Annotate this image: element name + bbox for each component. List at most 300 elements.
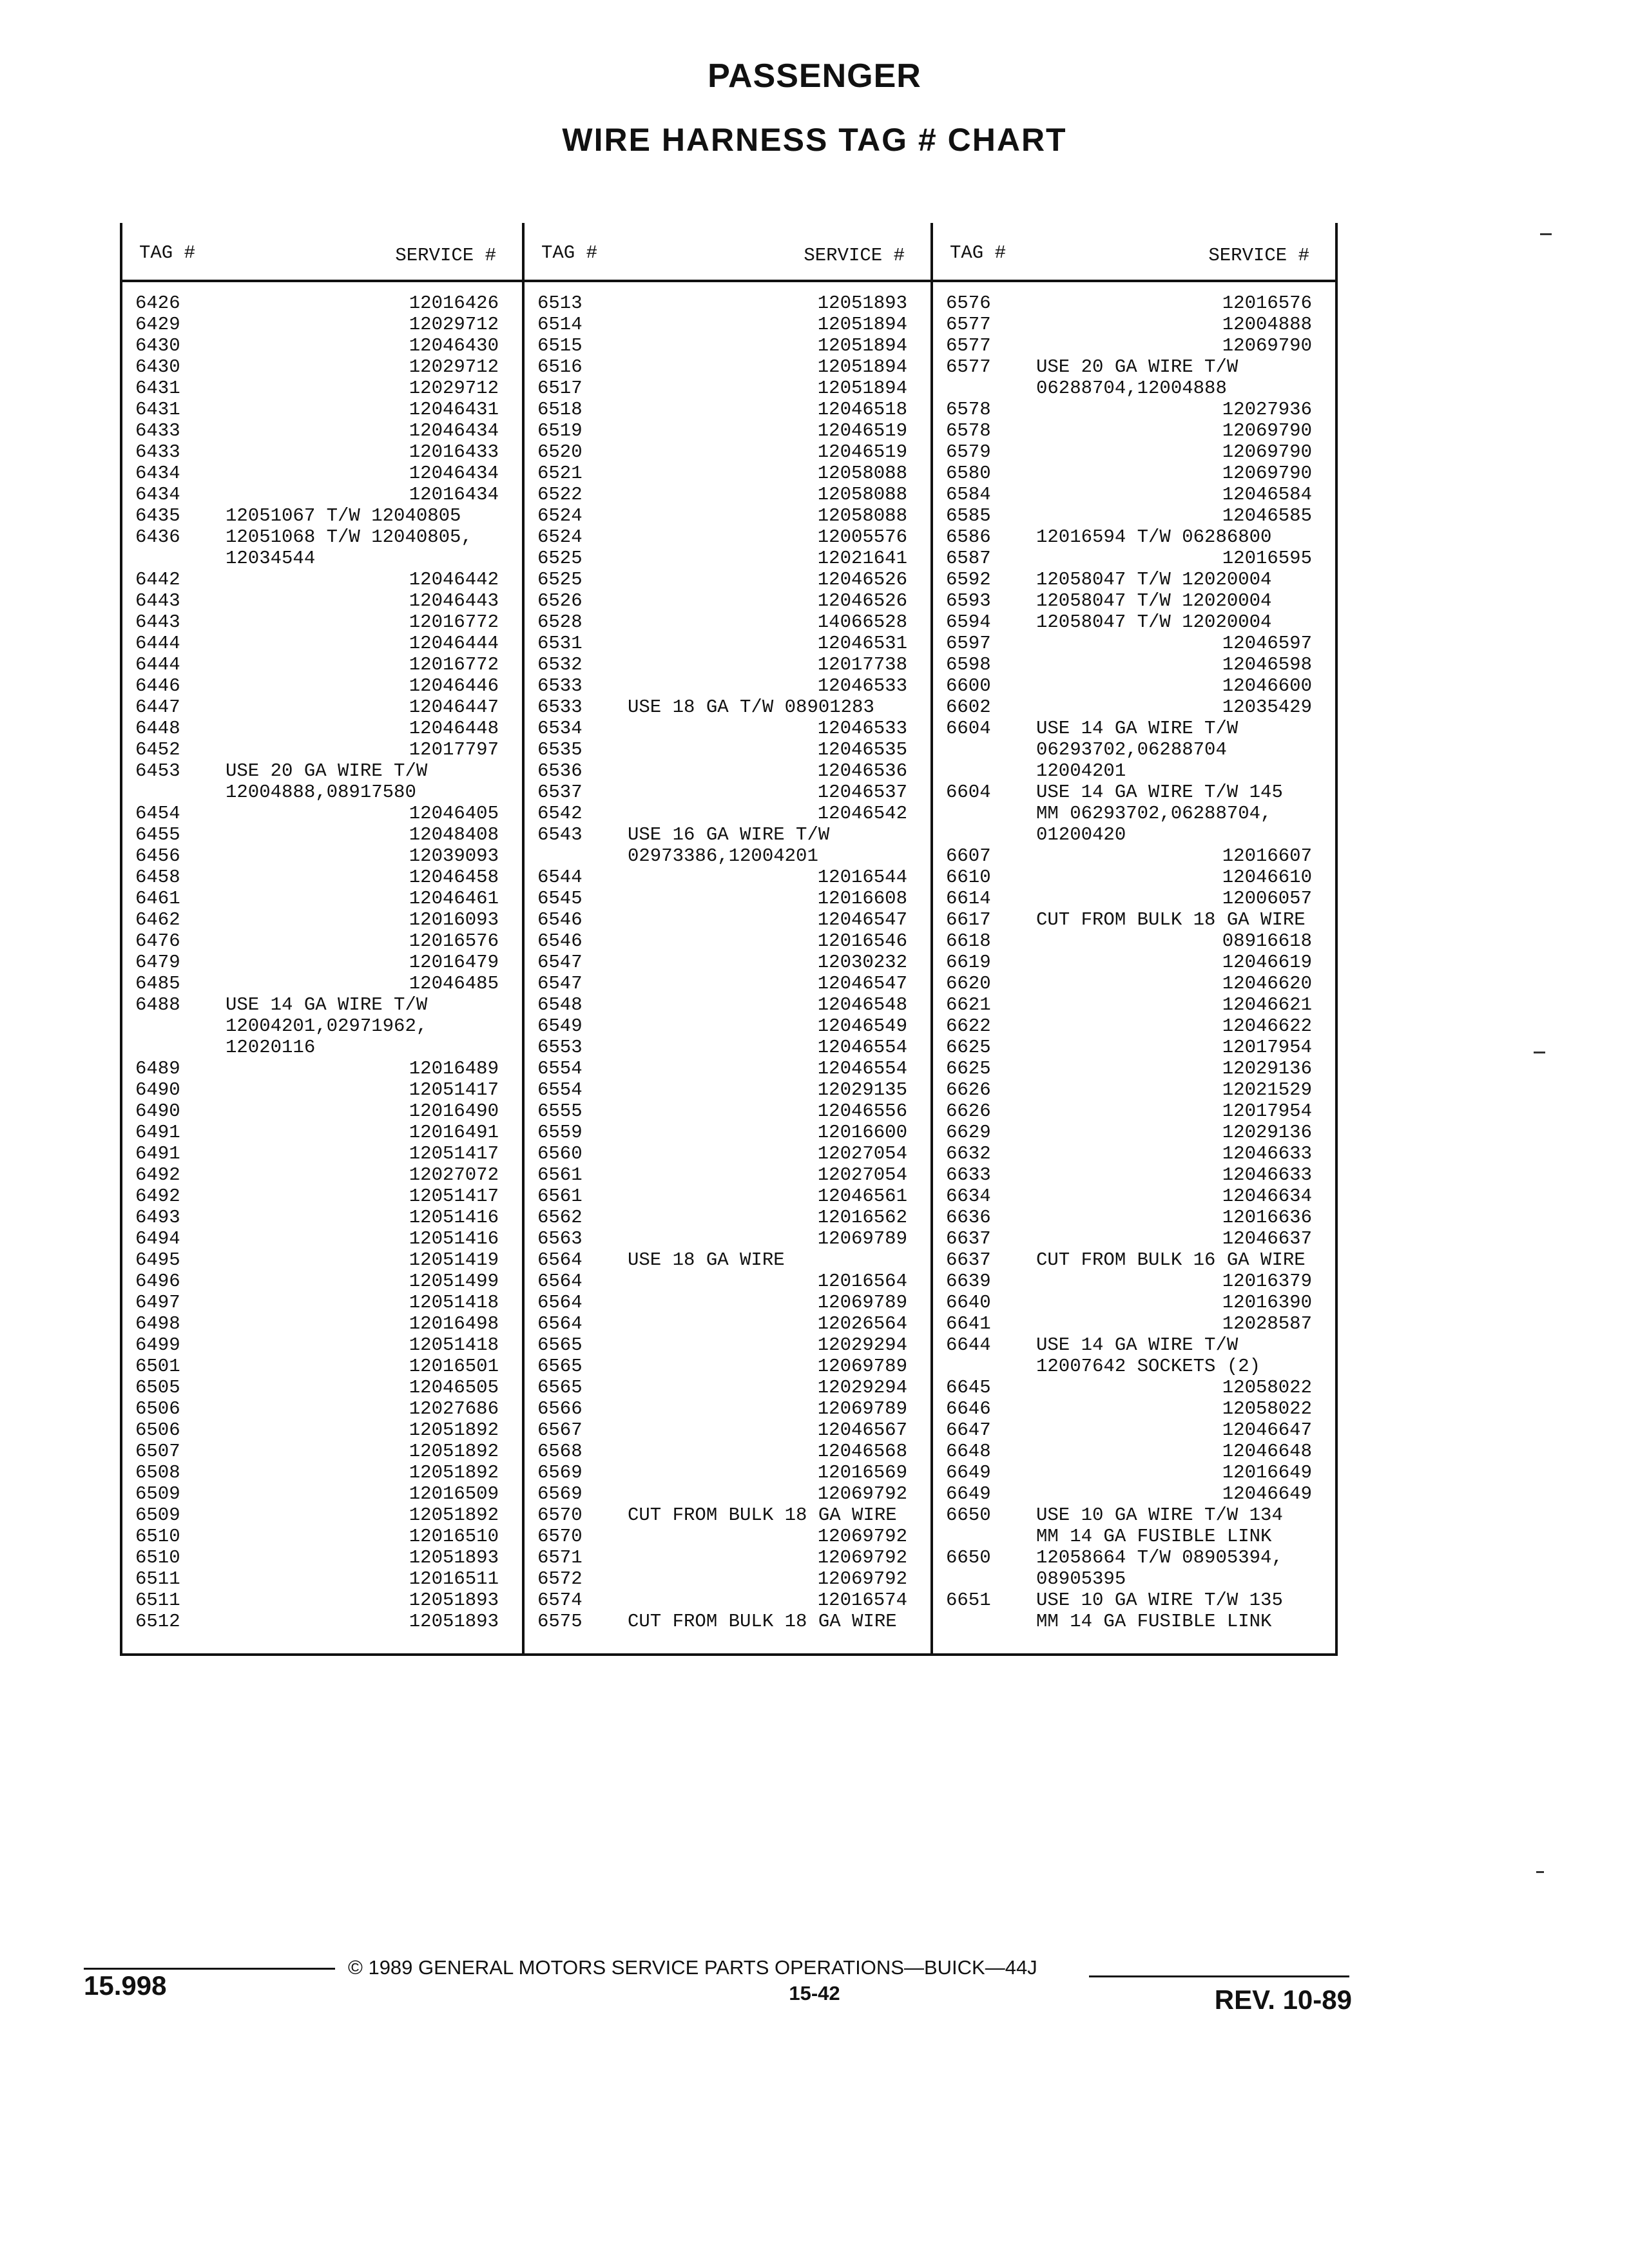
table-row xyxy=(933,1419,1335,1441)
table-row xyxy=(933,675,1335,697)
service-note: 12051068 T/W 12040805, xyxy=(226,526,472,548)
service-note: CUT FROM BULK 16 GA WIRE xyxy=(1036,1249,1306,1271)
tag-number: 6491 xyxy=(135,1122,180,1143)
tag-number: 6495 xyxy=(135,1249,180,1271)
tag-number: 6501 xyxy=(135,1356,180,1377)
tag-number: 6568 xyxy=(537,1441,583,1462)
table-row xyxy=(122,1100,522,1122)
tag-number: 6505 xyxy=(135,1377,180,1398)
table-row xyxy=(122,1271,522,1292)
service-number: 12046556 xyxy=(817,1100,907,1122)
service-number: 12016491 xyxy=(409,1122,499,1143)
tag-number: 6555 xyxy=(537,1100,583,1122)
section-page-number: 15.998 xyxy=(84,1970,167,2001)
table-row xyxy=(933,293,1335,314)
copyright-notice: © 1989 GENERAL MOTORS SERVICE PARTS OPERATIONS—BUICK—44J xyxy=(348,1956,1037,1979)
service-number: 12016772 xyxy=(409,611,499,633)
table-row xyxy=(525,697,930,718)
service-number: 12046619 xyxy=(1222,952,1312,973)
table-row xyxy=(122,356,522,378)
tag-number: 6564 xyxy=(537,1271,583,1292)
tag-number: 6547 xyxy=(537,973,583,994)
service-number: 12051418 xyxy=(409,1292,499,1313)
service-number: 12051419 xyxy=(409,1249,499,1271)
table-row xyxy=(525,1015,930,1037)
service-note: USE 20 GA WIRE T/W xyxy=(226,760,428,782)
footer-rule-right xyxy=(1089,1975,1349,1977)
table-row xyxy=(122,973,522,994)
tag-number: 6485 xyxy=(135,973,180,994)
tag-number: 6650 xyxy=(946,1547,991,1568)
tag-number: 6537 xyxy=(537,782,583,803)
service-number: 12051416 xyxy=(409,1207,499,1228)
tag-number: 6454 xyxy=(135,803,180,824)
service-number: 12029712 xyxy=(409,314,499,335)
table-row xyxy=(933,909,1335,930)
service-number: 12069790 xyxy=(1222,441,1312,463)
service-number: 12046443 xyxy=(409,590,499,611)
column-rows xyxy=(525,293,930,1632)
tag-number: 6587 xyxy=(946,548,991,569)
tag-number: 6448 xyxy=(135,718,180,739)
tag-number: 6637 xyxy=(946,1228,991,1249)
table-row xyxy=(525,548,930,569)
service-number: 12027686 xyxy=(409,1398,499,1419)
service-number: 12046537 xyxy=(817,782,907,803)
service-note: USE 14 GA WIRE T/W xyxy=(1036,718,1239,739)
service-number: 12069792 xyxy=(817,1483,907,1504)
table-row xyxy=(122,1483,522,1504)
tag-number: 6554 xyxy=(537,1079,583,1100)
tag-number: 6626 xyxy=(946,1100,991,1122)
table-row xyxy=(122,824,522,845)
tag-number: 6614 xyxy=(946,888,991,909)
service-number: 12051418 xyxy=(409,1334,499,1356)
service-note: USE 14 GA WIRE T/W xyxy=(1036,1334,1239,1356)
service-number: 12069789 xyxy=(817,1292,907,1313)
table-row xyxy=(933,782,1335,803)
table-row xyxy=(122,399,522,420)
table-row xyxy=(122,697,522,718)
tag-number: 6604 xyxy=(946,782,991,803)
service-number: 12046549 xyxy=(817,1015,907,1037)
tag-number: 6517 xyxy=(537,378,583,399)
table-row xyxy=(122,1228,522,1249)
service-number: 12051894 xyxy=(817,356,907,378)
table-bottom-rule xyxy=(120,1653,1338,1656)
service-number: 12046633 xyxy=(1222,1164,1312,1186)
tag-number: 6498 xyxy=(135,1313,180,1334)
service-note-continuation-text: 06288704,12004888 xyxy=(1036,378,1227,399)
table-row xyxy=(525,1164,930,1186)
tag-number: 6546 xyxy=(537,909,583,930)
table-row xyxy=(933,633,1335,654)
tag-number: 6545 xyxy=(537,888,583,909)
service-number: 12046554 xyxy=(817,1058,907,1079)
service-number: 12017797 xyxy=(409,739,499,760)
service-number: 12046518 xyxy=(817,399,907,420)
service-number: 12046647 xyxy=(1222,1419,1312,1441)
table-row xyxy=(122,1292,522,1313)
service-number: 12046649 xyxy=(1222,1483,1312,1504)
table-row xyxy=(933,335,1335,356)
table-row xyxy=(933,1143,1335,1164)
table-row xyxy=(122,760,522,782)
service-number: 12016608 xyxy=(817,888,907,909)
column-header xyxy=(122,229,522,282)
service-number: 12029135 xyxy=(817,1079,907,1100)
service-number: 12069789 xyxy=(817,1398,907,1419)
tag-number: 6632 xyxy=(946,1143,991,1164)
service-number: 12046568 xyxy=(817,1441,907,1462)
service-number: 12069790 xyxy=(1222,335,1312,356)
tag-number: 6645 xyxy=(946,1377,991,1398)
tag-number: 6542 xyxy=(537,803,583,824)
service-number: 12046533 xyxy=(817,718,907,739)
service-number: 12046585 xyxy=(1222,505,1312,526)
tag-number: 6461 xyxy=(135,888,180,909)
column-rows xyxy=(122,293,522,1632)
service-number: 12046621 xyxy=(1222,994,1312,1015)
table-row xyxy=(525,378,930,399)
service-note-continuation-text: 12004201 xyxy=(1036,760,1126,782)
table-row xyxy=(122,1377,522,1398)
tag-number: 6640 xyxy=(946,1292,991,1313)
service-note-continuation-text: 12004201,02971962, xyxy=(226,1015,428,1037)
tag-number: 6574 xyxy=(537,1590,583,1611)
table-row xyxy=(525,1207,930,1228)
tag-number: 6443 xyxy=(135,611,180,633)
service-number: 12016595 xyxy=(1222,548,1312,569)
tag-number: 6649 xyxy=(946,1483,991,1504)
table-row xyxy=(122,633,522,654)
tag-number: 6510 xyxy=(135,1526,180,1547)
service-number: 12046536 xyxy=(817,760,907,782)
table-row xyxy=(122,1547,522,1568)
table-row xyxy=(933,1292,1335,1313)
tag-number: 6586 xyxy=(946,526,991,548)
tag-number: 6434 xyxy=(135,463,180,484)
service-number: 12016576 xyxy=(1222,293,1312,314)
table-row xyxy=(525,590,930,611)
tag-number: 6515 xyxy=(537,335,583,356)
tag-number: 6507 xyxy=(135,1441,180,1462)
table-row xyxy=(122,994,522,1015)
table-row xyxy=(122,526,522,548)
service-number: 12035429 xyxy=(1222,697,1312,718)
table-row xyxy=(122,569,522,590)
service-number: 12046446 xyxy=(409,675,499,697)
tag-header: TAG # xyxy=(541,242,598,264)
tag-number: 6525 xyxy=(537,548,583,569)
service-number: 12016433 xyxy=(409,441,499,463)
tag-number: 6641 xyxy=(946,1313,991,1334)
table-row xyxy=(933,697,1335,718)
service-number: 12029712 xyxy=(409,356,499,378)
service-number: 12046584 xyxy=(1222,484,1312,505)
tag-number: 6506 xyxy=(135,1398,180,1419)
table-row xyxy=(122,739,522,760)
service-number: 12029712 xyxy=(409,378,499,399)
table-row xyxy=(933,1590,1335,1611)
table-row xyxy=(122,1419,522,1441)
table-row xyxy=(525,1547,930,1568)
table-row xyxy=(933,845,1335,867)
table-row xyxy=(122,1356,522,1377)
service-number: 12029294 xyxy=(817,1377,907,1398)
service-number: 12027936 xyxy=(1222,399,1312,420)
tag-number: 6492 xyxy=(135,1164,180,1186)
service-number: 12046519 xyxy=(817,441,907,463)
tag-number: 6433 xyxy=(135,441,180,463)
table-row xyxy=(525,739,930,760)
table-row xyxy=(525,1058,930,1079)
tag-number: 6511 xyxy=(135,1568,180,1590)
tag-number: 6491 xyxy=(135,1143,180,1164)
service-note-continuation-text: 08905395 xyxy=(1036,1568,1126,1590)
table-row xyxy=(933,888,1335,909)
tag-number: 6600 xyxy=(946,675,991,697)
table-row xyxy=(122,888,522,909)
tag-number: 6569 xyxy=(537,1462,583,1483)
tag-number: 6625 xyxy=(946,1037,991,1058)
service-note: CUT FROM BULK 18 GA WIRE xyxy=(628,1504,897,1526)
table-row xyxy=(933,569,1335,590)
service-note-continuation-text: 01200420 xyxy=(1036,824,1126,845)
service-note-continuation-text: MM 14 GA FUSIBLE LINK xyxy=(1036,1526,1272,1547)
table-row xyxy=(525,803,930,824)
tag-number: 6536 xyxy=(537,760,583,782)
tag-number: 6533 xyxy=(537,697,583,718)
table-row xyxy=(122,1611,522,1632)
service-note-continuation xyxy=(122,548,522,569)
tag-number: 6650 xyxy=(946,1504,991,1526)
service-number: 12016576 xyxy=(409,930,499,952)
table-row xyxy=(525,526,930,548)
service-number: 12027072 xyxy=(409,1164,499,1186)
tag-number: 6494 xyxy=(135,1228,180,1249)
service-number: 12016426 xyxy=(409,293,499,314)
tag-number: 6455 xyxy=(135,824,180,845)
service-note-continuation xyxy=(933,803,1335,824)
table-row xyxy=(122,1526,522,1547)
tag-number: 6576 xyxy=(946,293,991,314)
tag-number: 6509 xyxy=(135,1483,180,1504)
table-row xyxy=(525,1568,930,1590)
tag-number: 6447 xyxy=(135,697,180,718)
service-number: 12046461 xyxy=(409,888,499,909)
tag-number: 6575 xyxy=(537,1611,583,1632)
tag-number: 6435 xyxy=(135,505,180,526)
table-row xyxy=(933,1483,1335,1504)
table-row xyxy=(122,1462,522,1483)
tag-number: 6639 xyxy=(946,1271,991,1292)
tag-number: 6619 xyxy=(946,952,991,973)
table-row xyxy=(933,1228,1335,1249)
service-header: SERVICE # xyxy=(1208,245,1309,266)
table-row xyxy=(933,420,1335,441)
table-row xyxy=(525,1249,930,1271)
tag-header: TAG # xyxy=(139,242,196,264)
service-number: 12046554 xyxy=(817,1037,907,1058)
service-number: 12016390 xyxy=(1222,1292,1312,1313)
tag-number: 6547 xyxy=(537,952,583,973)
service-number: 12016510 xyxy=(409,1526,499,1547)
tag-number: 6561 xyxy=(537,1186,583,1207)
tag-number: 6618 xyxy=(946,930,991,952)
table-row xyxy=(933,463,1335,484)
tag-number: 6508 xyxy=(135,1462,180,1483)
tag-number: 6549 xyxy=(537,1015,583,1037)
service-note-continuation-text: MM 06293702,06288704, xyxy=(1036,803,1272,824)
service-number: 12046620 xyxy=(1222,973,1312,994)
service-number: 12016379 xyxy=(1222,1271,1312,1292)
table-row xyxy=(933,1462,1335,1483)
table-row xyxy=(525,782,930,803)
table-column-3 xyxy=(930,223,1338,1656)
service-number: 12016600 xyxy=(817,1122,907,1143)
service-number: 12028587 xyxy=(1222,1313,1312,1334)
service-note: USE 18 GA T/W 08901283 xyxy=(628,697,874,718)
service-number: 12016489 xyxy=(409,1058,499,1079)
table-row xyxy=(525,356,930,378)
service-note-continuation xyxy=(933,378,1335,399)
margin-mark xyxy=(1534,1052,1545,1053)
service-note: 12058664 T/W 08905394, xyxy=(1036,1547,1283,1568)
service-number: 14066528 xyxy=(817,611,907,633)
service-number: 12069792 xyxy=(817,1547,907,1568)
tag-number: 6564 xyxy=(537,1292,583,1313)
table-row xyxy=(525,399,930,420)
table-row xyxy=(525,611,930,633)
service-number: 12021641 xyxy=(817,548,907,569)
table-row xyxy=(122,867,522,888)
chart-title: WIRE HARNESS TAG # CHART xyxy=(562,122,1067,158)
service-number: 12046485 xyxy=(409,973,499,994)
table-row xyxy=(933,441,1335,463)
service-number: 08916618 xyxy=(1222,930,1312,952)
table-row xyxy=(122,1207,522,1228)
service-note: USE 10 GA WIRE T/W 134 xyxy=(1036,1504,1283,1526)
table-row xyxy=(933,1079,1335,1100)
tag-number: 6453 xyxy=(135,760,180,782)
table-row xyxy=(525,1356,930,1377)
service-number: 12051894 xyxy=(817,314,907,335)
service-number: 12051892 xyxy=(409,1504,499,1526)
tag-number: 6520 xyxy=(537,441,583,463)
tag-number: 6578 xyxy=(946,399,991,420)
table-row xyxy=(122,293,522,314)
service-header: SERVICE # xyxy=(395,245,496,266)
tag-number: 6426 xyxy=(135,293,180,314)
tag-number: 6524 xyxy=(537,526,583,548)
tag-number: 6604 xyxy=(946,718,991,739)
table-row xyxy=(525,1377,930,1398)
service-number: 12051417 xyxy=(409,1143,499,1164)
tag-number: 6577 xyxy=(946,335,991,356)
table-row xyxy=(122,484,522,505)
tag-number: 6534 xyxy=(537,718,583,739)
tag-number: 6607 xyxy=(946,845,991,867)
tag-number: 6528 xyxy=(537,611,583,633)
tag-number: 6533 xyxy=(537,675,583,697)
margin-mark xyxy=(1540,233,1552,235)
tag-number: 6526 xyxy=(537,590,583,611)
tag-number: 6634 xyxy=(946,1186,991,1207)
tag-number: 6446 xyxy=(135,675,180,697)
table-row xyxy=(525,1526,930,1547)
service-number: 12046531 xyxy=(817,633,907,654)
service-number: 12021529 xyxy=(1222,1079,1312,1100)
tag-number: 6489 xyxy=(135,1058,180,1079)
service-note-continuation-text: MM 14 GA FUSIBLE LINK xyxy=(1036,1611,1272,1632)
table-row xyxy=(122,909,522,930)
table-row xyxy=(525,505,930,526)
service-note: 12051067 T/W 12040805 xyxy=(226,505,461,526)
tag-number: 6560 xyxy=(537,1143,583,1164)
service-number: 12016490 xyxy=(409,1100,499,1122)
service-number: 12046434 xyxy=(409,463,499,484)
service-number: 12046648 xyxy=(1222,1441,1312,1462)
table-row xyxy=(933,952,1335,973)
table-row xyxy=(122,803,522,824)
tag-number: 6492 xyxy=(135,1186,180,1207)
service-number: 12027054 xyxy=(817,1143,907,1164)
tag-number: 6546 xyxy=(537,930,583,952)
service-number: 12017954 xyxy=(1222,1100,1312,1122)
table-row xyxy=(122,1122,522,1143)
table-column-2 xyxy=(522,223,930,1656)
tag-number: 6429 xyxy=(135,314,180,335)
service-number: 12046597 xyxy=(1222,633,1312,654)
table-row xyxy=(933,611,1335,633)
table-row xyxy=(525,1334,930,1356)
service-number: 12046519 xyxy=(817,420,907,441)
tag-number: 6490 xyxy=(135,1100,180,1122)
table-row xyxy=(525,1122,930,1143)
service-note: USE 14 GA WIRE T/W xyxy=(226,994,428,1015)
service-number: 12006057 xyxy=(1222,888,1312,909)
table-row xyxy=(933,399,1335,420)
table-row xyxy=(525,1079,930,1100)
service-number: 12051892 xyxy=(409,1462,499,1483)
tag-number: 6617 xyxy=(946,909,991,930)
service-note-continuation xyxy=(122,1015,522,1037)
table-row xyxy=(122,1590,522,1611)
tag-number: 6579 xyxy=(946,441,991,463)
service-number: 12039093 xyxy=(409,845,499,867)
tag-number: 6518 xyxy=(537,399,583,420)
tag-number: 6521 xyxy=(537,463,583,484)
service-number: 12046430 xyxy=(409,335,499,356)
tag-number: 6622 xyxy=(946,1015,991,1037)
table-row xyxy=(933,1122,1335,1143)
table-row xyxy=(933,1207,1335,1228)
table-row xyxy=(122,1398,522,1419)
table-row xyxy=(525,888,930,909)
tag-number: 6519 xyxy=(537,420,583,441)
table-row xyxy=(525,909,930,930)
service-note-continuation xyxy=(933,739,1335,760)
service-note: CUT FROM BULK 18 GA WIRE xyxy=(628,1611,897,1632)
table-row xyxy=(933,654,1335,675)
tag-number: 6462 xyxy=(135,909,180,930)
service-note-continuation-text: 02973386,12004201 xyxy=(628,845,818,867)
tag-number: 6566 xyxy=(537,1398,583,1419)
service-note: 12058047 T/W 12020004 xyxy=(1036,590,1272,611)
table-row xyxy=(525,569,930,590)
table-row xyxy=(122,718,522,739)
